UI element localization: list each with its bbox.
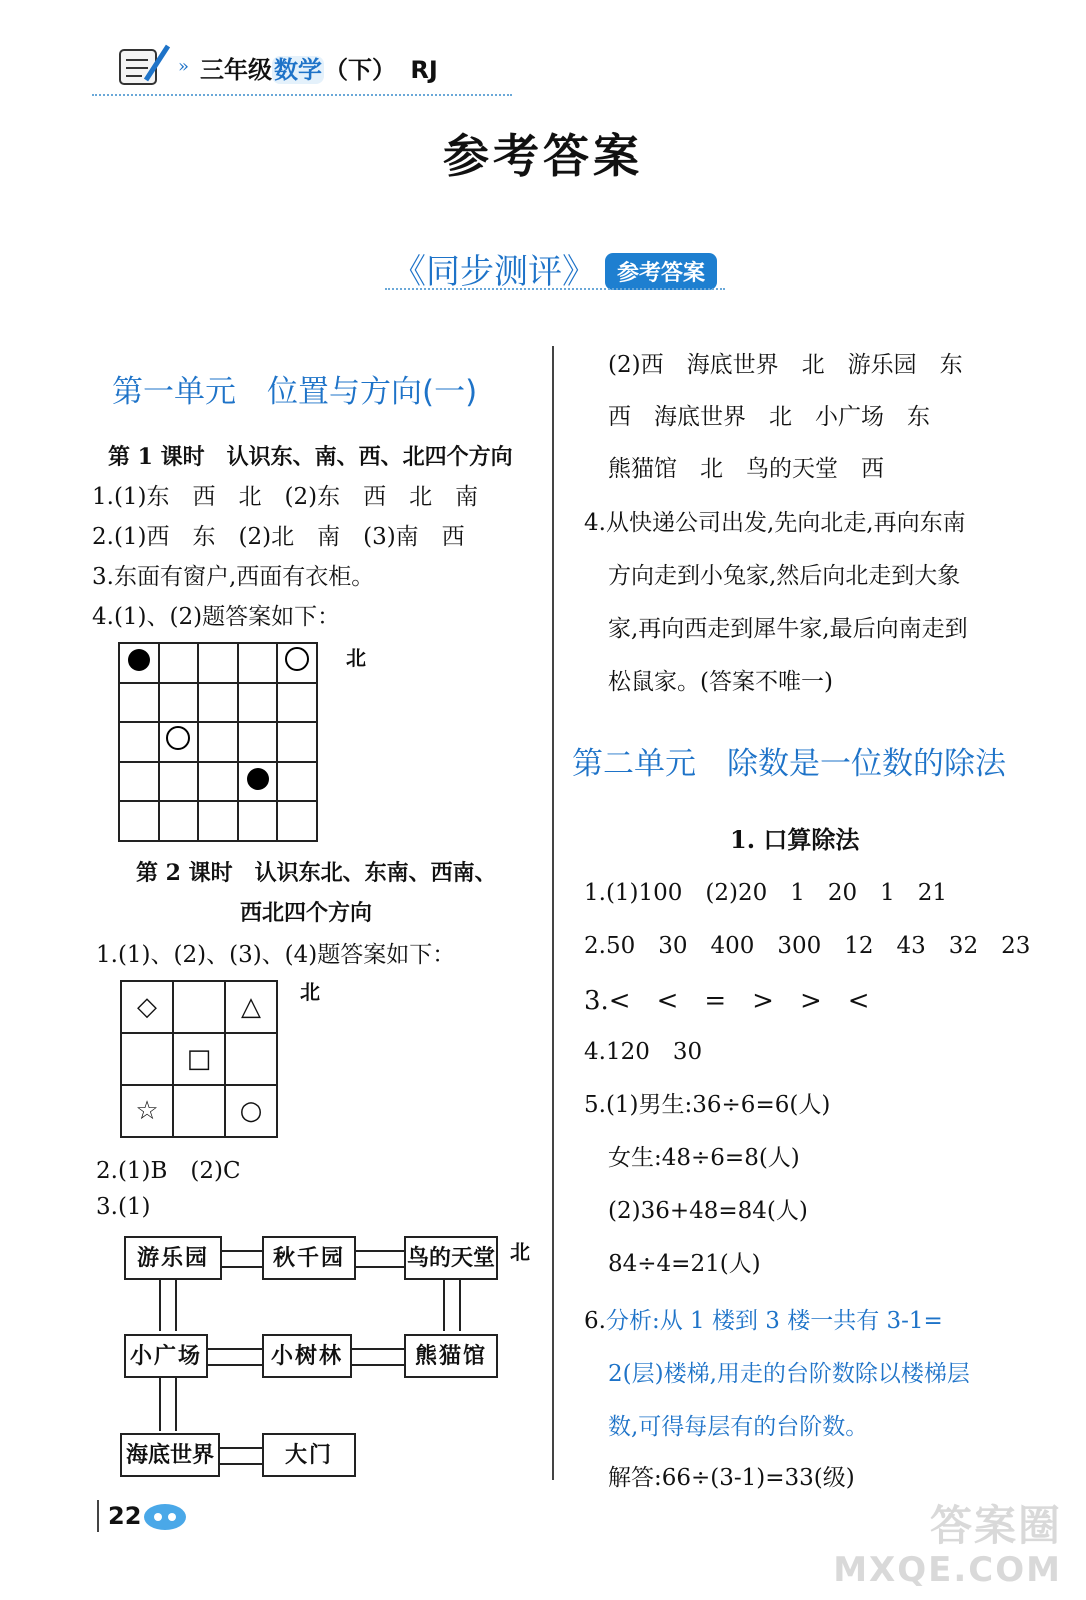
q6-line-2: 2(层)楼梯,用走的台阶数除以楼梯层 bbox=[608, 1361, 970, 1387]
q4-line-1: 4.从快递公司出发,先向北走,再向东南 bbox=[584, 510, 966, 536]
grid-cell bbox=[198, 683, 238, 723]
grid-cell bbox=[159, 801, 199, 841]
grid-cell bbox=[198, 722, 238, 762]
grid-row bbox=[121, 1085, 277, 1137]
grid-cell bbox=[173, 981, 225, 1033]
grid-cell bbox=[238, 683, 278, 723]
watermark-line-2: MXQE.COM bbox=[833, 1550, 1062, 1590]
column-divider bbox=[552, 346, 554, 1480]
grid-cell bbox=[159, 683, 199, 723]
grid-cell bbox=[277, 801, 317, 841]
grid-row bbox=[119, 643, 317, 683]
lesson2-q2: 2.(1)B (2)C bbox=[96, 1158, 241, 1184]
grid-cell bbox=[119, 643, 159, 683]
road-2 bbox=[354, 1250, 404, 1268]
q4-line-2: 方向走到小兔家,然后向北走到大象 bbox=[608, 563, 961, 589]
grid-cell bbox=[277, 762, 317, 802]
page-title: 参考答案 bbox=[443, 129, 643, 183]
black-dot-icon bbox=[128, 649, 150, 671]
grid-cell bbox=[277, 643, 317, 683]
grid-cell bbox=[198, 801, 238, 841]
lesson1-line-2: 2.(1)西 东 (2)北 南 (3)南 西 bbox=[92, 524, 465, 550]
lesson1-grid bbox=[118, 642, 318, 842]
grade-suffix: （下） bbox=[324, 56, 396, 84]
map-place-small-square: 小广场 bbox=[124, 1334, 208, 1378]
q6-line-4: 解答:66÷(3-1)=33(级) bbox=[608, 1465, 855, 1491]
map-place-ocean-world: 海底世界 bbox=[120, 1433, 220, 1477]
lesson1-north-label: 北 bbox=[346, 646, 366, 670]
road-6 bbox=[159, 1279, 177, 1331]
map-place-gate: 大门 bbox=[262, 1433, 356, 1477]
grid-cell bbox=[173, 1085, 225, 1137]
page-number-bar bbox=[97, 1500, 99, 1532]
subject-label: 数学 bbox=[274, 56, 322, 84]
grid-cell bbox=[119, 722, 159, 762]
q6-line-1: 6.分析:从 1 楼到 3 楼一共有 3-1= bbox=[584, 1308, 943, 1334]
q4-line-4: 松鼠家。(答案不唯一) bbox=[608, 669, 833, 695]
grid-cell: ○ bbox=[225, 1085, 277, 1137]
grid-row bbox=[121, 981, 277, 1033]
grid-row bbox=[119, 683, 317, 723]
right-line-1: (2)西 海底世界 北 游乐园 东 bbox=[608, 352, 963, 378]
edition-label: RJ bbox=[410, 56, 438, 84]
grid-row bbox=[121, 1033, 277, 1085]
section-title: 《同步测评》 bbox=[392, 252, 596, 292]
q6-analysis-text: 分析:从 1 楼到 3 楼一共有 3-1= bbox=[605, 1308, 943, 1334]
map-place-grove: 小树林 bbox=[262, 1334, 352, 1378]
lesson2-title-line1: 第 2 课时 认识东北、东南、西南、 bbox=[136, 860, 497, 886]
grid-cell bbox=[238, 643, 278, 683]
unit2-line-1: 1.(1)100 (2)20 1 20 1 21 bbox=[584, 880, 948, 906]
road-8 bbox=[159, 1377, 177, 1431]
lesson2-q1: 1.(1)、(2)、(3)、(4)题答案如下： bbox=[96, 942, 456, 968]
grid-row bbox=[119, 801, 317, 841]
grade-prefix: 三年级 bbox=[200, 56, 272, 84]
white-dot-icon bbox=[166, 726, 190, 750]
lesson2-title-line2: 西北四个方向 bbox=[240, 900, 373, 926]
unit2-line-2: 2.50 30 400 300 12 43 32 23 bbox=[584, 933, 1031, 959]
page-badge-icon bbox=[142, 1502, 188, 1532]
grid-cell bbox=[277, 683, 317, 723]
grid-row bbox=[119, 722, 317, 762]
grid-cell bbox=[159, 722, 199, 762]
grid-cell bbox=[119, 683, 159, 723]
unit1-title: 第一单元 位置与方向(一) bbox=[112, 374, 478, 410]
road-4 bbox=[350, 1348, 404, 1366]
unit2-title: 第二单元 除数是一位数的除法 bbox=[572, 746, 1006, 782]
grid-cell: ☆ bbox=[121, 1085, 173, 1137]
road-5 bbox=[218, 1447, 262, 1465]
right-line-2: 西 海底世界 北 小广场 东 bbox=[608, 404, 930, 430]
grid-cell bbox=[225, 1033, 277, 1085]
lesson2-grid bbox=[120, 980, 278, 1138]
grid-cell bbox=[119, 762, 159, 802]
header-chevrons: » bbox=[178, 56, 190, 77]
unit2-line-7: (2)36+48=84(人) bbox=[608, 1198, 808, 1224]
grid-cell bbox=[238, 801, 278, 841]
lesson1-title: 第 1 课时 认识东、南、西、北四个方向 bbox=[108, 444, 513, 470]
road-1 bbox=[220, 1250, 262, 1268]
grid-cell bbox=[121, 1033, 173, 1085]
map-place-bird-paradise: 鸟的天堂 bbox=[404, 1236, 498, 1280]
map-place-swing-park: 秋千园 bbox=[262, 1236, 356, 1280]
unit2-line-8: 84÷4=21(人) bbox=[608, 1251, 761, 1277]
white-dot-icon bbox=[285, 647, 309, 671]
page-number: 22 bbox=[108, 1502, 142, 1530]
unit2-line-5: 5.(1)男生:36÷6=6(人) bbox=[584, 1092, 831, 1118]
watermark bbox=[833, 1501, 1062, 1592]
lesson2-q3: 3.(1) bbox=[96, 1194, 151, 1220]
grid-cell bbox=[159, 762, 199, 802]
book-icon bbox=[112, 40, 172, 90]
lesson1-line-3: 3.东面有窗户,西面有衣柜。 bbox=[92, 564, 375, 590]
header-divider bbox=[92, 94, 512, 96]
lesson1-line-4: 4.(1)、(2)题答案如下： bbox=[92, 604, 341, 630]
black-dot-icon bbox=[247, 768, 269, 790]
map-place-amusement-park: 游乐园 bbox=[124, 1236, 222, 1280]
section-divider bbox=[385, 288, 725, 290]
q4-line-3: 家,再向西走到犀牛家,最后向南走到 bbox=[608, 616, 968, 642]
map-place-panda-house: 熊猫馆 bbox=[404, 1334, 498, 1378]
grid-cell bbox=[238, 722, 278, 762]
road-3 bbox=[206, 1348, 262, 1366]
header-title bbox=[200, 50, 438, 85]
grid-cell bbox=[238, 762, 278, 802]
grid-cell bbox=[198, 643, 238, 683]
lesson1-line-1: 1.(1)东 西 北 (2)东 西 北 南 bbox=[92, 484, 479, 510]
grid-cell: △ bbox=[225, 981, 277, 1033]
road-7 bbox=[443, 1279, 461, 1331]
grid-cell bbox=[159, 643, 199, 683]
unit2-lesson-title: 1. 口算除法 bbox=[730, 825, 860, 854]
grid-cell: ◇ bbox=[121, 981, 173, 1033]
grid-row bbox=[119, 762, 317, 802]
right-line-3: 熊猫馆 北 鸟的天堂 西 bbox=[608, 456, 884, 482]
lesson2-north-label: 北 bbox=[300, 980, 320, 1004]
unit2-line-4: 4.120 30 bbox=[584, 1039, 703, 1065]
grid-cell: □ bbox=[173, 1033, 225, 1085]
grid-cell bbox=[277, 722, 317, 762]
section-tag: 参考答案 bbox=[605, 253, 717, 290]
map-north-label: 北 bbox=[510, 1240, 530, 1264]
grid-cell bbox=[119, 801, 159, 841]
unit2-line-6: 女生:48÷6=8(人) bbox=[608, 1145, 800, 1171]
q6-line-3: 数,可得每层有的台阶数。 bbox=[608, 1414, 869, 1440]
grid-cell bbox=[198, 762, 238, 802]
unit2-line-3: 3.< < = > > < bbox=[584, 986, 870, 1016]
watermark-line-1: 答案圈 bbox=[929, 1501, 1062, 1550]
